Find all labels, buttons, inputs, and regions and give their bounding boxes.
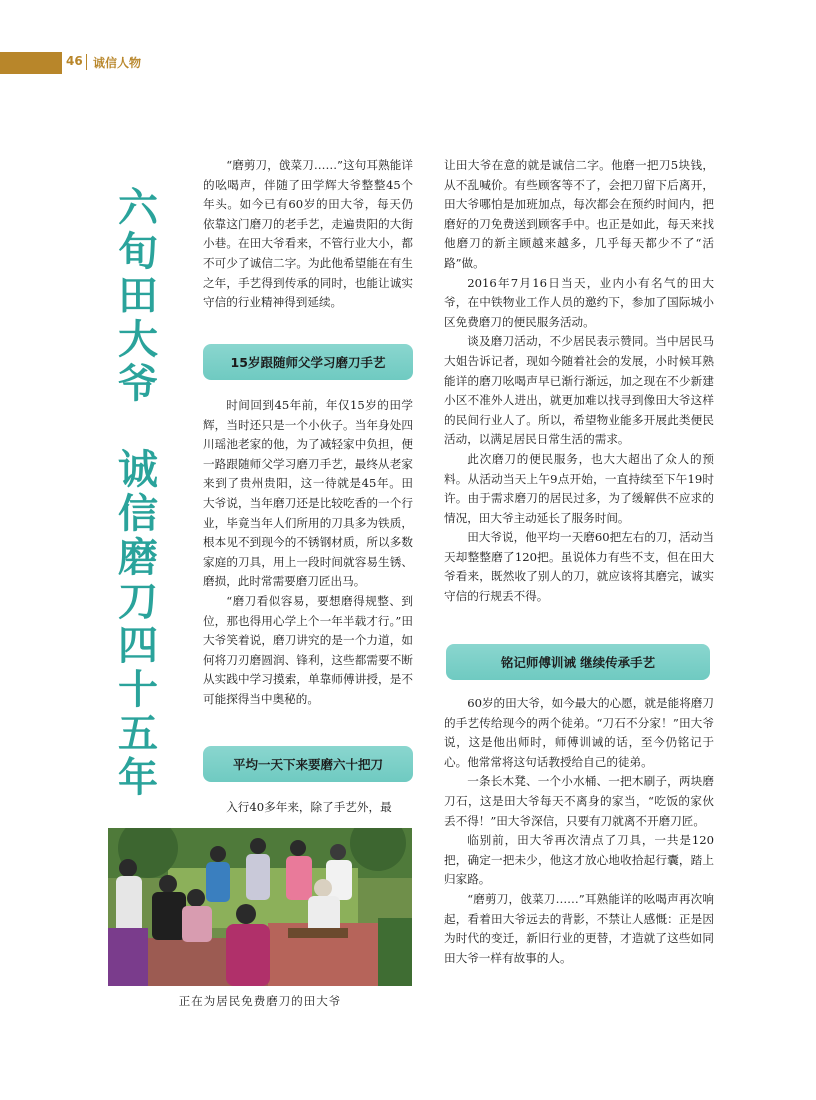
- body-paragraph: 田大爷说，他平均一天磨60把左右的刀，活动当天却整整磨了120把。虽说体力有些不支，但在田大爷看来，既然收了别人的刀，就应该将其磨完，诚实守信的行规丢不得。: [444, 530, 714, 604]
- title-char: 大: [118, 317, 158, 363]
- intro-block: [203, 156, 413, 313]
- title-char: 信: [118, 491, 158, 537]
- title-char: 田: [118, 273, 158, 319]
- title-char: 年: [118, 755, 158, 801]
- photo-illustration: [108, 828, 412, 986]
- body-paragraph: 2016年7月16日当天，业内小有名气的田大爷，在中铁物业工作人员的邀约下，参加了国际城小区免费磨刀的便民服务活动。: [444, 275, 714, 329]
- body-paragraph: 让田大爷在意的就是诚信二字。他磨一把刀5块钱，从不乱喊价。有些顾客等不了，会把刀留下后离开，田大爷哪怕是加班加点，每次都会在预约时间内，把磨好的刀免费送到顾客手中。也正是如此，每天来找他磨刀的新主顾越来越多，几乎每天都少不了“活路”做。: [444, 158, 714, 270]
- body-paragraph: 入行40多年来，除了手艺外，最: [226, 800, 392, 814]
- title-char: 旬: [118, 229, 158, 275]
- title-char: 六: [118, 185, 158, 231]
- body-paragraph: 临别前，田大爷再次清点了刀具，一共是120把，确定一把未少，他这才放心地收拾起行囊，踏上归家路。: [444, 833, 714, 887]
- body-paragraph: 谈及磨刀活动，不少居民表示赞同。当中居民马大姐告诉记者，现如今随着社会的发展，小时候耳熟能详的磨刀吆喝声早已渐行渐远，加之现在不少新建小区不准外人进出，就更加难以找寻到像田大爷这样的民间行业人了。所以，希望物业能多开展此类便民活动，以满足居民日常生活的需求。: [444, 334, 714, 447]
- section2-continued: [444, 156, 714, 607]
- intro-paragraph: “磨剪刀，戗菜刀……”这句耳熟能详的吆喝声，伴随了田学辉大爷整整45个年头。如今已有60岁的田大爷，每天仍依靠这门磨刀的老手艺，走遍贵阳的大街小巷。在田大爷看来，不管行业大小，都不可少了诚信二字。为此他希望能在有生之年，手艺得到传承的同时，也能让诚实守信的行业精神得到延续。: [203, 158, 413, 310]
- title-char: 四: [118, 623, 158, 669]
- page-number: 46: [66, 54, 83, 68]
- section2-start: [203, 798, 413, 818]
- subheading-1: 15岁跟随师父学习磨刀手艺: [203, 344, 413, 380]
- section3-block: [444, 694, 714, 968]
- title-char: 诚: [118, 447, 158, 493]
- title-char: 爷: [118, 361, 158, 407]
- photo-caption: 正在为居民免费磨刀的田大爷: [178, 994, 342, 1008]
- section-name: 诚信人物: [93, 56, 142, 70]
- section1-block: [203, 396, 413, 710]
- body-paragraph: “磨刀看似容易，要想磨得规整、到位，那也得用心学上个一年半载才行。”田大爷笑着说，磨刀讲究的是一个力道，如何将刀刃磨圆润、锋利，这些都需要不断从实践中学习摸索，单靠师傅讲授，是不可能探得当中奥秘的。: [203, 593, 413, 706]
- article-title: [114, 186, 162, 800]
- title-gap: [114, 406, 162, 448]
- header-divider: [86, 54, 87, 70]
- title-char: 刀: [118, 579, 158, 625]
- subheading-3: 铭记师傅训诫 继续传承手艺: [446, 644, 710, 680]
- subheading-2: 平均一天下来要磨六十把刀: [203, 746, 413, 782]
- body-paragraph: 一条长木凳、一个小水桶、一把木刷子，两块磨刀石，这是田大爷每天不离身的家当，“吃饭的家伙丢不得！”田大爷深信，只要有刀就离不开磨刀匠。: [444, 774, 714, 828]
- article-photo: [108, 828, 412, 986]
- body-paragraph: 此次磨刀的便民服务，也大大超出了众人的预料。从活动当天上午9点开始，一直持续至下午19时许。由于需求磨刀的居民过多，为了缓解供不应求的情况，田大爷主动延长了服务时间。: [444, 451, 714, 525]
- body-paragraph: 时间回到45年前，年仅15岁的田学辉，当时还只是一个小伙子。当年身处四川瑶池老家的他，为了减轻家中负担，便一路跟随师父学习磨刀手艺，最终从老家来到了贵州贵阳，这一待就是45年。田大爷说，当年磨刀还是比较吃香的一个行业，毕竟当年人们所用的刀具多为铁质，根本见不到现今的不锈钢材质，所以多数家庭的刀具，用上一段时间就容易生锈、磨损，此时常需要磨刀匠出马。: [203, 398, 413, 589]
- header-color-bar: [0, 52, 62, 74]
- body-paragraph: 60岁的田大爷，如今最大的心愿，就是能将磨刀的手艺传给现今的两个徒弟。“刀石不分家！”田大爷说，这是他出师时，师傅训诫的话，至今仍铭记于心。他常常将这句话教授给自己的徒弟。: [444, 696, 714, 769]
- body-paragraph: “磨剪刀，戗菜刀……”耳熟能详的吆喝声再次响起，看着田大爷远去的背影，不禁让人感慨：正是因为时代的变迁，新旧行业的更替，才造就了这些如同田大爷一样有故事的人。: [444, 891, 714, 965]
- title-char: 十: [118, 667, 158, 713]
- title-char: 五: [118, 711, 158, 757]
- title-char: 磨: [118, 535, 158, 581]
